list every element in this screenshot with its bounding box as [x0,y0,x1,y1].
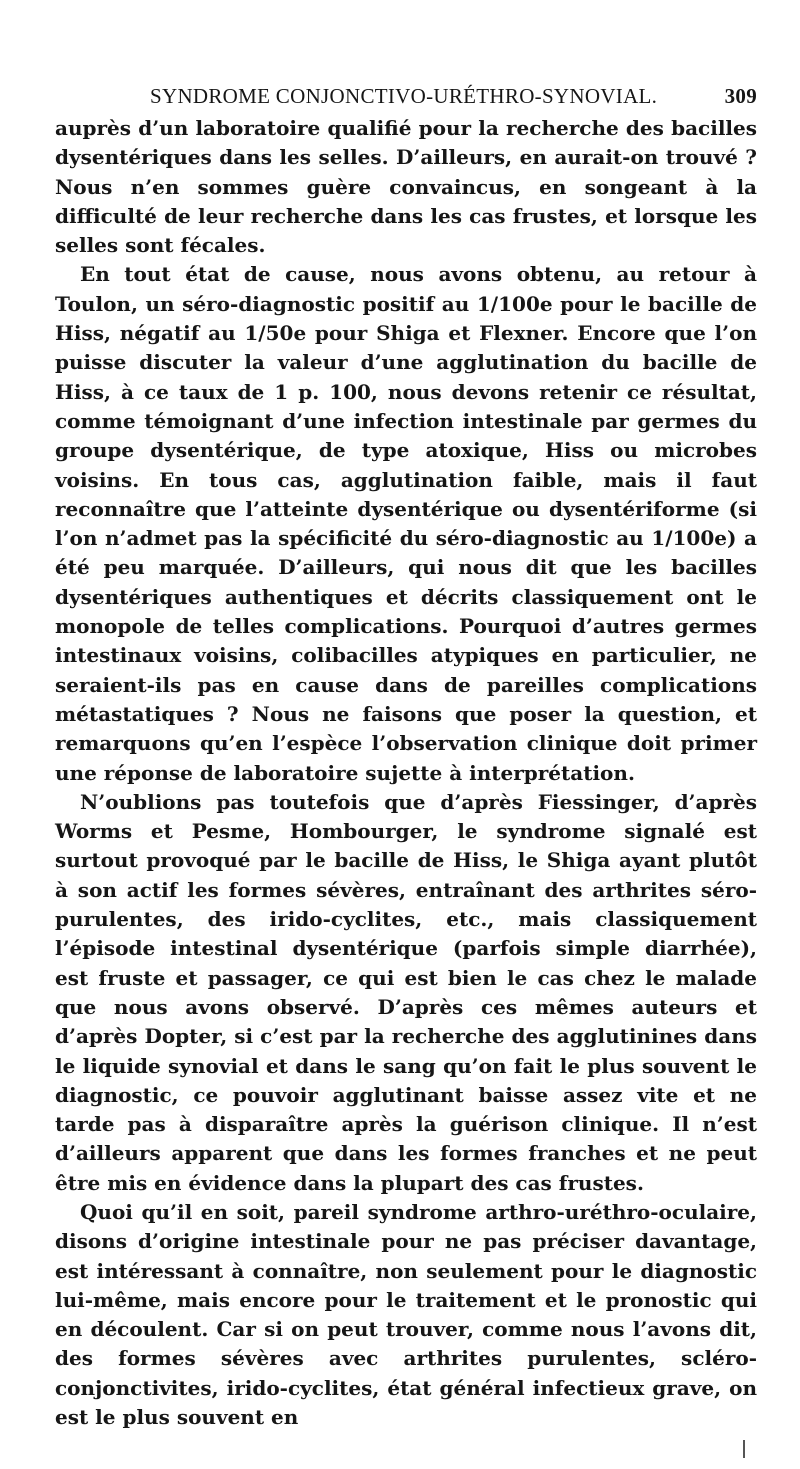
margin-mark [743,1440,745,1458]
running-header [55,78,757,114]
paragraph-serodiagnostic: En tout état de cause, nous avons obtenu, au retour à Toulon, un séro-diagnostic positif au 1/100e pour le bacille de Hiss, négatif au 1/50e pour Shiga et Flexner. Encore que l’on puisse discuter la valeur d’une agglutination du bacille de Hiss, à ce taux de 1 p. 100, nous devons retenir ce résultat, comme témoignant d’une infection intestinale par germes du groupe dysentérique, de type atoxique, Hiss ou microbes voisins. En tous cas, agglutination faible, mais il faut reconnaître que l’atteinte dysentérique ou dysentériforme (si l’on n’admet pas la spécificité du séro-diagnostic au 1/100e) a été peu marquée. D’ailleurs, qui nous dit que les bacilles dysentériques authentiques et décrits classiquement ont le monopole de telles complications. Pourquoi d’autres germes intestinaux voisins, colibacilles atypiques en particulier, ne seraient-ils pas en cause dans de pareilles complications métastatiques ? Nous ne faisons que poser la question, et remarquons qu’en l’espèce l’observation clinique doit primer une réponse de laboratoire sujette à interprétation. [55,262,757,785]
page-number: 309 [724,84,757,108]
running-title: SYNDROME CONJONCTIVO-URÉTHRO-SYNOVIAL. [150,84,658,108]
book-page [55,78,757,1432]
paragraph-conclusion: Quoi qu’il en soit, pareil syndrome arthro-uréthro-oculaire, disons d’origine intestinale pour ne pas préciser davantage, est intéressant à connaître, non seulement pour le diagnostic lui-même, mais encore pour le traitement et le pronostic qui en découlent. Car si on peut trouver, comme nous l’avons dit, des formes sévères avec arthrites purulentes, scléro-conjonctivites, irido-cyclites, état général infectieux grave, on est le plus souvent en [55,1199,757,1430]
paragraph-continuation: auprès d’un laboratoire qualifié pour la recherche des bacilles dysentériques dans les selles. D’ailleurs, en aurait-on trouvé ? Nous n’en sommes guère convaincus, en songeant à la difficulté de leur recherche dans les cas frustes, et lorsque les selles sont fécales. [55,116,757,258]
paragraph-literature: N’oublions pas toutefois que d’après Fiessinger, d’après Worms et Pesme, Hombourger, le syndrome signalé est surtout provoqué par le bacille de Hiss, le Shiga ayant plutôt à son actif les formes sévères, entraînant des arthrites séro-purulentes, des irido-cyclites, etc., mais classiquement l’épisode intestinal dysentérique (parfois simple diarrhée), est fruste et passager, ce qui est bien le cas chez le malade que nous avons observé. D’après ces mêmes auteurs et d’après Dopter, si c’est par la recherche des agglutinines dans le liquide synovial et dans le sang qu’on fait le plus souvent le diagnostic, ce pouvoir agglutinant baisse assez vite et ne tarde pas à disparaître après la guérison clinique. Il n’est d’ailleurs apparent que dans les formes franches et ne peut être mis en évidence dans la plupart des cas frustes. [55,789,757,1195]
body-text [55,114,757,1432]
